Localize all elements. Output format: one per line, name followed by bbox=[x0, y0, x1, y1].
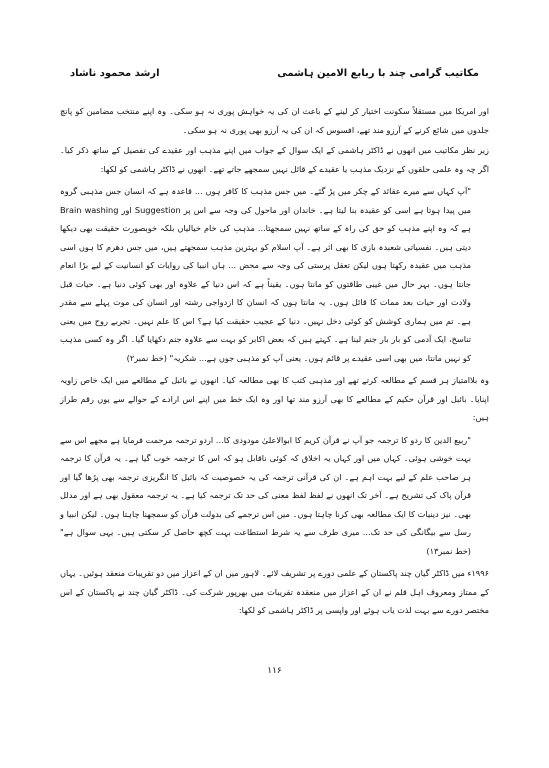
running-header bbox=[70, 68, 479, 88]
body-text bbox=[60, 102, 489, 622]
running-title: مکاتیب گرامی چند با ربابع الامین ہاشمی bbox=[277, 68, 479, 79]
paragraph: زیر نظر مکاتیب میں انھوں نے ڈاکٹر ہاشمی کے ایک سوال کے جواب میں اپنے مذہب اور عقیدے کی تفصیل کے ساتھ ذکر کیا۔ اگر چہ وہ علمی حلقوں کے نزدیک مذہب یا عقیدے کے قائل نہیں سمجھے جاتے تھے۔ انھوں نے ڈاکٹر ہاشمی کو لکھا: bbox=[60, 145, 489, 174]
paragraph: اور امریکا میں مستقلاً سکونت اختیار کر لینے کے باعث ان کی یہ خواہش پوری نہ ہو سکی۔ وہ اپنے منتخب مضامین کو پانچ جلدوں میں شائع کرنے کے آرزو مند تھے، افسوس کہ ان کی یہ آرزو بھی پوری نہ ہو سکی۔ bbox=[60, 106, 489, 135]
quote-text: "آپ کہاں سے میرے عقائد کے چکر میں پڑ گئے۔ میں جس مذہب کا کافر ہوں ... قاعدہ ہے کہ انسان جس مذہبی گروہ میں پیدا ہوتا ہے اسی کو عقیدہ بنا لیتا ہے۔ خاندان اور ماحول کی وجہ سے اس پر Suggestion اور Brain washing ہے کہ وہ اپنے مذہب کو حق کی راہ کے ساتھ نہیں سمجھتا... مذہب کی خام خیالیاں بلکہ خوبصورت حقیقت بھی دیکھا دیتی ہیں۔ نفسیاتی شعبدہ بازی کا بھی اثر ہے۔ آپ اسلام کو بہترین مذہب سمجھتے ہیں، میں جس دھرم کا ہوں اسی مذہب میں عقیدہ رکھتا ہوں لیکن تعقل پرستی کی وجہ سے محض ... ہاں انبیا کی روایات کو انسانیت کے لیے بڑا انعام جانتا ہوں۔ بہر حال میں غیبی طاقتوں کو مانتا ہوں۔ یقیناً ہے کہ اس دنیا کے علاوہ اور بھی کوئی دنیا ہے۔ حیات قبل ولادت اور حیات بعد ممات کا قائل ہوں۔ یہ مانتا ہوں کہ انسان کا ازدواجی رشتہ اور انسان کی موت پہلے سے مقدر ہے۔ تم میں ہماری کوشش کو کوئی دخل نہیں۔ دنیا کے عجیب حقیقت کیا ہے؟ اس کا علم نہیں۔ تجربے روح میں یعنی تناسخ، ایک آدمی کو بار بار جنم لینا ہے۔ کہتے ہیں کہ بعض اکابر کو بہت سے علاوہ جنم دکھایا گیا۔ اگر وہ کسی مذہب کو نہیں مانتا، میں بھی اسی عقیدے پر قائم ہوں۔ یعنی آپ کو مذہبی جوں ہے... شکریہ" bbox=[60, 186, 471, 363]
page-number: ۱۱۶ bbox=[267, 666, 282, 676]
quote-reference: (خط نمبر۲) bbox=[126, 352, 167, 363]
paragraph: ۱۹۹۶ء میں ڈاکٹر گیان چند پاکستان کے علمی دورے پر تشریف لائے۔ لاہور میں ان کے اعزاز میں دو تقریبات منعقد ہوئیں۔ یہاں کے ممتاز ومعروف اہل قلم نے ان کے اعزاز میں منعقدہ تقریبات میں بھرپور شرکت کی۔ ڈاکٹر گیان چند نے پاکستان کے اس مختصر دورے سے بہت لذت یاب ہوئے اور واپسی پر ڈاکٹر ہاشمی کو لکھا: bbox=[60, 568, 489, 615]
paragraph: وہ بلاامتیاز ہر قسم کے مطالعہ کرتے تھے اور مذہبی کتب کا بھی مطالعہ کیا۔ انھوں نے بائبل کے مطالعے میں ایک خاص زاویہ اپنایا۔ بائبل اور قرآن حکیم کے مطالعے کا بھی آرزو مند تھا اور وہ ایک خط میں اپنے اس ارادے کے حوالے سے یوں رقم طراز ہیں: bbox=[60, 375, 489, 422]
quote-text: "ربیع الدین کا ردو کا ترجمہ جو آپ نے قرآن کریم کا ابوالاعلیٰ مودودی کا... اردو ترجمہ مرحمت فرمایا ہے مجھے اس سے بہت خوشی ہوئی۔ کہاں میں اور کہاں یہ اخلاق کہ کوئی ناقابل ہو کہ اس کا ترجمہ خوب گیا ہے۔ یہ قرآن کا ترجمہ ہر صاحب علم کے لیے بہت اہم ہے۔ ان کی قرآنی ترجمہ کی یہ خصوصیت کہ بائبل کا انگریزی ترجمہ بھی پڑھا گیا اور قرآن پاک کی تشریح ہے۔ آخر تک انھوں نے لفظ لفظ معنی کی حد تک ترجمہ کیا ہے۔ یہ ترجمہ معقول بھی ہے اور مدلل بھی۔ نیز دینیات کا ایک مطالعہ بھی کرنا چاہتا ہوں۔ میں اس ترجمے کی بدولت قرآن کو سمجھنا چاہتا ہوں۔ لیکن انبیا و رسل سے بیگانگی کی حد تک... میری طرف سے یہ شرط استطاعت بہت کچھ حاصل کر سکتی ہیں۔ یہی سوال ہے" bbox=[60, 434, 471, 537]
block-quote bbox=[60, 182, 471, 367]
block-quote bbox=[60, 431, 471, 561]
running-author: ارشد محمود ناشاد bbox=[70, 68, 160, 79]
quote-reference: (خط نمبر۱۳) bbox=[426, 545, 471, 556]
